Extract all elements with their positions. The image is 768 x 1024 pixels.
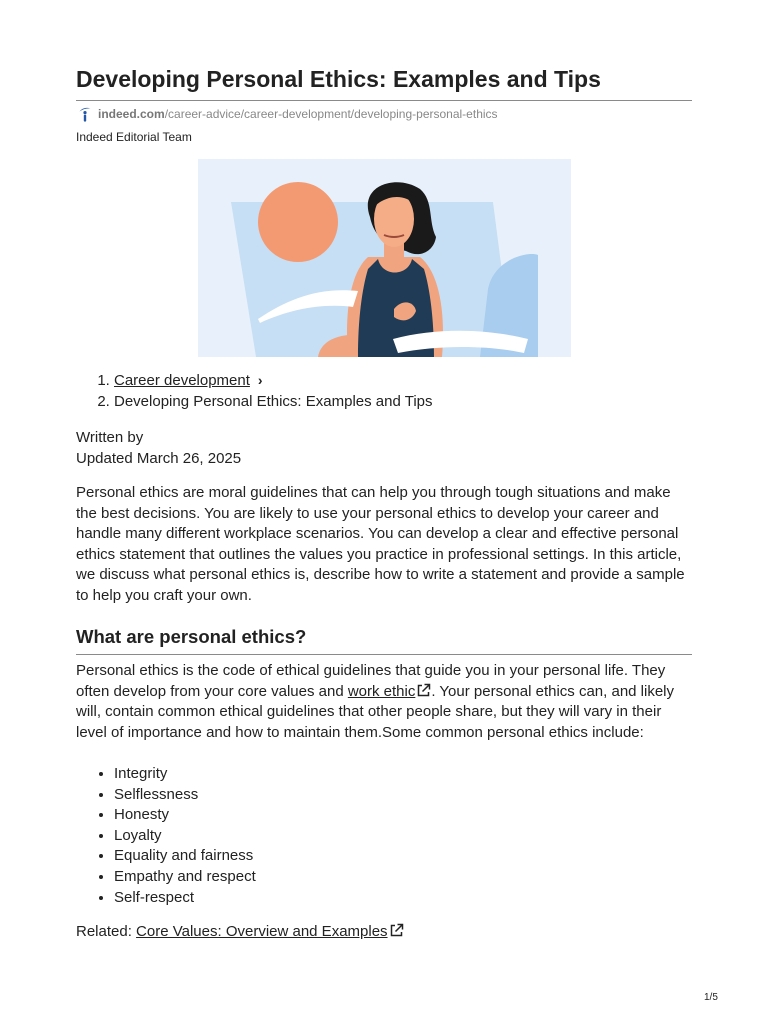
indeed-logo-icon (78, 106, 92, 122)
intro-paragraph: Personal ethics are moral guidelines that can help you through tough situations and make the best decisions. You are likely to use your personal ethics to develop your career and handle many different workplace scenarios. You can develop a clear and effective personal ethics statement that outlines the values you practice in professional settings. In this article, we discuss what personal ethics is, describe how to write a statement and provide a sample to help you craft your own. (76, 484, 685, 604)
list-item: • Loyalty (114, 826, 256, 847)
section-text-2: . Your personal ethics can, and likely will, contain common ethical guidelines that other people share, but they will vary in their level of importance and how to maintain them.Some common personal ethics include: (76, 682, 675, 741)
breadcrumb-link-career-development[interactable]: Career development (114, 372, 250, 389)
related-link[interactable]: Core Values: Overview and Examples (136, 923, 388, 940)
list-item: • Empathy and respect (114, 867, 256, 888)
related-article (76, 921, 404, 942)
work-ethic-link[interactable]: work ethic (347, 682, 416, 700)
related-label: Related: (76, 923, 137, 940)
list-item: • Self-respect (114, 888, 256, 909)
section-text-1: Personal ethics is the code of ethical guidelines that guide you in your personal life. They often develop from your core values and (76, 662, 666, 700)
title-divider (76, 100, 692, 101)
updated-date: Updated March 26, 2025 (76, 450, 242, 467)
breadcrumb-item[interactable] (114, 370, 433, 391)
list-item: • Selflessness (114, 785, 256, 806)
source-url[interactable] (78, 106, 498, 122)
external-link-icon[interactable] (389, 923, 404, 938)
chevron-right-icon: › (257, 372, 263, 388)
source-domain: indeed.com (98, 107, 165, 121)
external-link-icon[interactable] (416, 683, 431, 698)
page-title: Developing Personal Ethics: Examples and Tips (76, 66, 601, 92)
written-by: Written by (76, 429, 144, 446)
section-paragraph (76, 661, 692, 743)
section-heading: What are personal ethics? (76, 626, 307, 647)
ethics-list (76, 764, 256, 908)
breadcrumb (76, 370, 433, 412)
source-path: /career-advice/career-development/developing-personal-ethics (164, 107, 498, 121)
page-number: 1/5 (704, 992, 718, 1003)
author: Indeed Editorial Team (76, 130, 192, 144)
breadcrumb-current: Developing Personal Ethics: Examples and Tips (114, 393, 433, 410)
breadcrumb-item (114, 391, 433, 412)
article-meta (76, 427, 241, 469)
section-divider (76, 654, 692, 655)
list-item: • Honesty (114, 805, 256, 826)
list-item: • Equality and fairness (114, 846, 256, 867)
list-item: • Integrity (114, 764, 256, 785)
hero-illustration (198, 159, 571, 357)
